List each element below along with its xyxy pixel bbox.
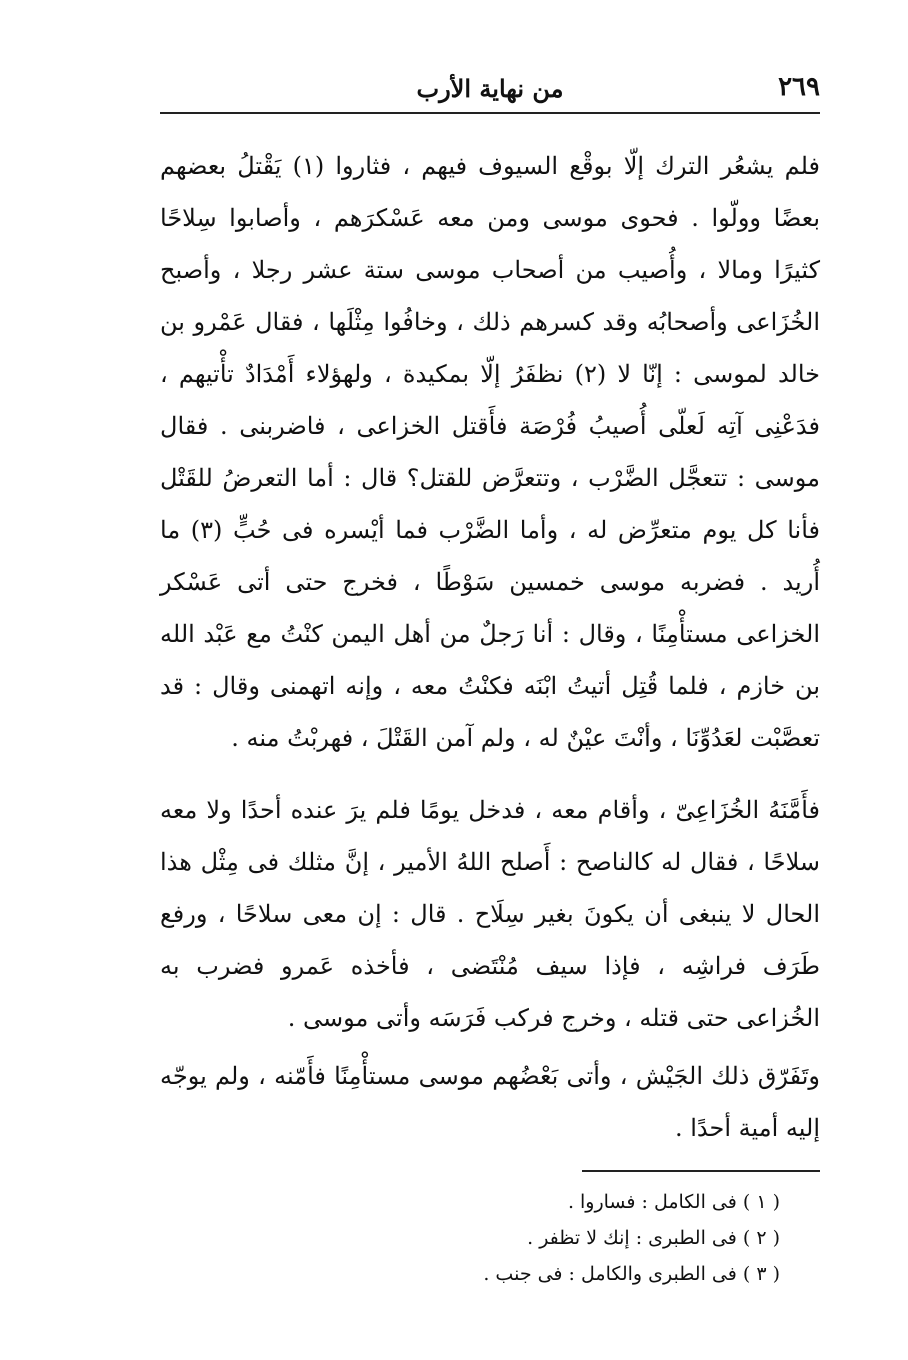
paragraph: وتَفَرّق ذلك الجَيْش ، وأتى بَعْضُهم موسى مستأْمِنًا فأَمّنه ، ولم يوجّه إليه أمية أحدًا .: [160, 1062, 820, 1142]
footnote: ( ١ ) فى الكامل : فساروا .: [567, 1191, 780, 1213]
page-header: [160, 66, 820, 114]
footnote: ( ٣ ) فى الطبرى والكامل : فى جنب .: [483, 1263, 780, 1285]
footnotes: [300, 1184, 780, 1292]
paragraph: فلم يشعُر الترك إلّا بوقْع السيوف فيهم ، فثاروا (١) يَقْتلُ بعضهم بعضًا وولّوا . فحوى موسى ومن معه عَسْكرَهم ، وأصابوا سِلاحًا كثيرًا ومالا ، وأُصيب من أصحاب موسى ستة عشر رجلا ، وأصبح الخُزَاعى وأصحابُه وقد كسرهم ذلك ، وخافُوا مِثْلَها ، فقال عَمْرو بن خالد لموسى : إنّا لا (٢) نظفَرُ إلّا بمكيدة ، ولهؤلاء أَمْدَادٌ تأْتيهم ، فدَعْنِى آتِه لَعلّى أُصيبُ فُرْصَة فأَقتل الخزاعى ، فاضربنى . فقال موسى : تتعجَّل الضَّرْب ، وتتعرَّض للقتل؟ قال : أما التعرضُ للقَتْل فأنا كل يوم متعرِّض له ، وأما الضَّرْب فما أيْسره فى حُبٍّ (٣) ما أُريد . فضربه موسى خمسين سَوْطًا ، فخرج حتى أتى عَسْكر الخزاعى مستأْمِنًا ، وقال : أنا رَجلٌ من أهل اليمن كنْتُ مع عَبْد الله بن خازم ، فلما قُتِل أتيتُ ابْنَه فكنْتُ معه ، وإنه اتهمنى وقال : قد تعصَّبْت لعَدُوِّنَا ، وأنْتَ عيْنٌ له ، ولم آمن القَتْلَ ، فهربْتُ منه .: [160, 152, 821, 752]
paragraph: فأَمَّنَهُ الخُزَاعِىّ ، وأقام معه ، فدخل يومًا فلم يرَ عنده أحدًا ولا معه سلاحًا ، فقال له كالناصح : أَصلح اللهُ الأمير ، إنَّ مثلك فى مِثْل هذا الحال لا ينبغى أن يكونَ بغير سِلَاح . قال : إن معى سلاحًا ، ورفع طَرَف فراشِه ، فإذا سيف مُنْتَضى ، فأخذه عَمرو فضرب به الخُزاعى حتى قتله ، وخرج فركب فَرَسَه وأتى موسى .: [160, 796, 820, 1032]
body-text: [160, 140, 820, 1154]
footnote-divider: [582, 1170, 820, 1172]
running-title: من نهاية الأرب: [416, 74, 564, 103]
page-number: ٢٦٩: [778, 72, 820, 102]
footnote: ( ٢ ) فى الطبرى : إنك لا تظفر .: [527, 1227, 780, 1249]
